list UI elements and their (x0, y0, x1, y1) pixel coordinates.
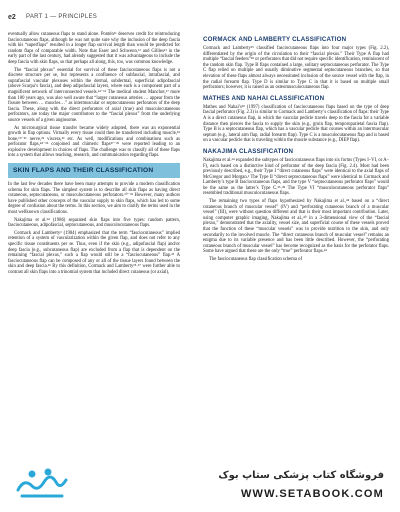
paragraph: Nakajima et al.³⁴ expanded the subtypes of fasciocutaneous flaps into six forms (Types I–VI, or A–F), each based on a distinctive kind of perforator of the deep fascia (Fig. 2.4). Most had been previously described, e.g., their Type I “direct cutaneous flaps” were identical to the axial flaps of McGregor and Morgan.¹ The Type II “direct septocutaneous flaps” were identical to Cormack and Lamberty’s type B fasciocutaneous flaps, and the type V “septocutaneous perforator flaps” would be the same as the latter’s Type C.³⁵˒³⁸ The Type VI “musculocutaneous perforator flaps” resembled traditional musculocutaneous flaps. (203, 157, 389, 197)
paragraph: Nakajima et al.³⁴ (1986) separated skin flaps into five types: random pattern, fasciocutaneous, adipofascial, septocutaneous, and musculocutaneous flaps. (8, 217, 180, 229)
subsection-heading: CORMACK AND LAMBERTY CLASSIFICATION (203, 36, 347, 43)
page-header (0, 0, 400, 30)
paragraph: Mathes and Nahai’s³⁹ (1997) classification of fasciocutaneous flaps based on the type of deep fascial perforator (Fig. 2.3) is similar to Cormack and Lamberty’s classification of flaps: their Type A is a direct cutaneous flap, in which the vascular pedicle travels deep to the fascia for a variable distance then pierces the fascia to supply the skin (e.g., groin flap, temporoparietal fascia flap). Type B is a septocutaneous flap, which has a vascular pedicle that courses within an intermuscular septum (e.g., lateral arm flap, radial forearm flap). Type C is a musculocutaneous flap and is based on a vascular pedicle that is traveling within the muscle substance (e.g., DIEP flap). (203, 104, 389, 144)
paragraph: As microsurgical tissue transfer became widely adopted, there was an exponential growth in flap options. Virtually every tissue could then be transferred including muscle,¹⁸ bone,¹⁹⁻²¹ nerve,²² viscera,²³ etc. As well, modifications and combinations such as perforator flaps,²⁴⁻²⁶ conjoined and chimeric flaps²⁷⁻²⁹ were reported leading to an explosive development in choices of flaps. The challenge was to classify all of these flaps into a system that allows teaching, research, and communication regarding flaps. (8, 125, 180, 159)
page-number: e2 (8, 14, 16, 21)
paragraph: Cormack and Lamberty³ (1984) emphasized that the term “fasciocutaneous” implied retention of a system of vascularization within the given flap, and does not refer to any specific tissue constituents per se. Thus, even if the skin (e.g., adipofascial flap) and/or deep fascia (e.g., subcutaneous flap) are excluded from a flap that is dependent on the remaining “fascial plexus,” such a flap would still be a “fasciocutaneous” flap.³⁵ A fasciocutaneous flap can be composed of any or all of the tissue layers found between the skin and deep fascia.³⁶ By this definition, Cormack and Lamberty³⁵˒³⁷ were further able to contrast all skin flaps into a trinomial system that included direct cutaneous (or axial), (8, 230, 180, 275)
setabook-logo (12, 464, 74, 504)
subsection-heading: NAKAJIMA CLASSIFICATION (203, 147, 294, 155)
paragraph: The remaining two types of flaps hypothesized by Nakajima et al.,³⁴ based on a “direct cutaneous branch of muscular vessel” (IV) and “perforating cutaneous branch of a muscular vessel” (III), were without question different and that is their most important contribution. Later, using computer graphic imaging, Nakajima et al.,⁴⁰ in a 3-dimensional view of the “fascial plexus,” demonstrated that the axiality, vessel size, and superficial course of these vessels proved that the function of these “muscular vessels” was to provide nutrition to the skin, and only secondarily to the involved muscle. The “direct cutaneous branch of muscular vessel” remains an enigma due to its variable presence and has been little described. However, the “perforating cutaneous branch of muscular vessel” has become recognized as the basis for the perforator flaps. Some have argued that these are the only “true” perforator flaps.⁴¹ (203, 199, 389, 255)
watermark-persian-text: فروشگاه کتاب پزشکی ستاپ بوک (218, 470, 384, 481)
watermark-url: WWW.SETABOOK.COM (240, 488, 384, 500)
paragraph: The “fascial plexus” essential for survival of these fasciocutaneous flaps is not a discrete structure per se, but represents a confluence of subfascial, intrafascial, and suprafascial vascular plexuses within the dermal, subdermal, superficial adipofascial (above Scarpa’s fascia), and deep adipofascial layers, where each is a component part of a magnificent network of interconnected vessels.¹⁴⁻¹⁶ The medical student Manchot,¹⁷ more than 100 years ago, was also well aware that “larger cutaneous arteries … appear from the fissure between … muscles…” as intermuscular or septocutaneous perforators of the deep fascia. These, along with the direct perforators of axial (true) and musculocutaneous perforators, are today the major contributors to the “fascial plexus” from the underlying source vessels of a given angiosome. (8, 67, 180, 123)
subsection-heading: MATHES AND NAHAI CLASSIFICATION (203, 94, 325, 102)
running-head: PART 1 — PRINCIPLES (26, 14, 98, 20)
watermark (8, 462, 392, 512)
paragraph: eventually allow cutaneous flaps to stand alone. Pontén¹¹ deserves credit for reintroducing fasciocutaneous flaps, although he was not quite sure why the inclusion of the deep fascia with his “superflaps” resulted in a longer flap survival length than would be predicted for random flaps of comparable width. Note that Esser and Schwenn,¹² and Gillies¹³ in the early part of the last century, had already suggested that it was advantageous to include the deep fascia with skin flaps, so that perhaps all along, this, too, was common knowledge. (8, 32, 180, 65)
paragraph: In the last few decades there have been many attempts to provide a modern classification schema for skin flaps. The simplest system is to describe all skin flaps as having direct cutaneous, septocutaneous, or musculocutaneous perforators.³⁰⁻³³ However, many authors have published other concepts of the vascular supply to skin flaps, which has led to some degree of confusion about the terms. In this section, we aim to clarify the terms used in the most wellknown classifications. (8, 182, 180, 216)
section-heading-box (8, 163, 180, 178)
paragraph: The fasciocutaneous flap classification schema of (209, 257, 303, 262)
paragraph: Cormack and Lamberty³⁵ classified fasciocutaneous flaps into four major types (Fig. 2.2), differentiated by the origin of the circulation to their “fascial plexus.” Their Type A flap had multiple “fascial feeders”³⁸ or perforators that did not require specific identification, reminiscent of the random skin flap. Type B flaps contained a large, solitary septocutaneous perforator. The Type C flap relied on multiple and usually diminutive segmental septocutaneous branches, so that elevation of these flaps almost always necessitated inclusion of the source vessel with the flap, in the radial forearm flap. Type D is similar to Type C in that it is based on multiple small perforators; however, it is raised as an osteomusculocutaneous flap. (203, 46, 389, 91)
section-heading: SKIN FLAPS AND THEIR CLASSIFICATION (13, 167, 154, 175)
right-column (203, 32, 389, 265)
left-column (8, 32, 180, 278)
